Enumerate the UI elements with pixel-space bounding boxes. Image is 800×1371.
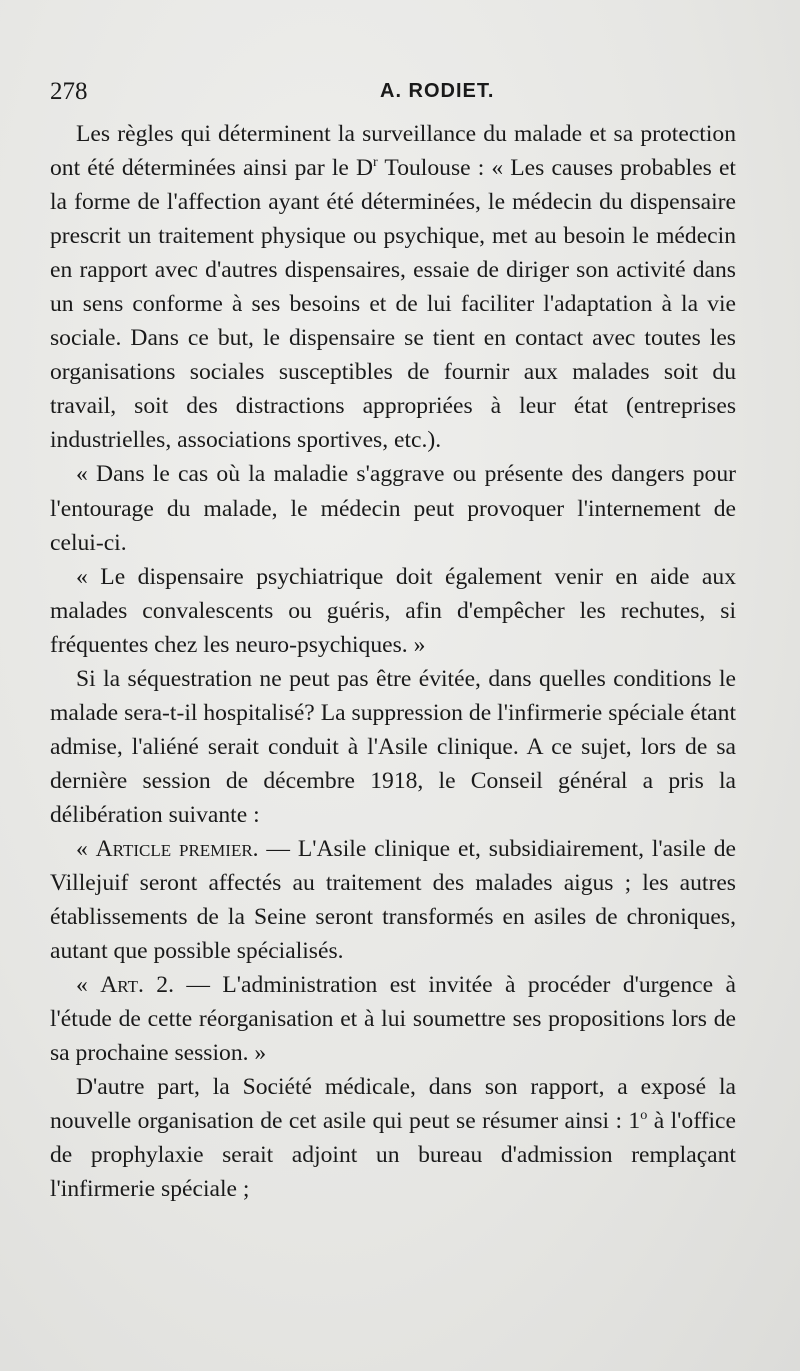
- paragraph-1: Les règles qui déterminent la surveillance du malade et sa protection ont été déterminées ainsi par le $D^r$ Toulouse : « Les causes probables et la forme de l'affection ayant été déterminées, le médecin du dispensaire prescrit un traitement physique ou psychique, met au besoin le médecin en rapport avec d'autres dispensaires, essaie de diriger son activité dans un sens conforme à ses besoins et de lui faciliter l'adaptation à la vie sociale. Dans ce but, le dispensaire se tient en contact avec toutes les organisations sociales susceptibles de fournir aux malades soit du travail, soit des distractions appropriées à leur état (entreprises industrielles, associations sportives, etc.).: [50, 121, 736, 454]
- paragraph-3: « Le dispensaire psychiatrique doit également venir en aide aux malades convalescents ou guéris, afin d'empêcher les rechutes, si fréquentes chez les neuro-psychiques. »: [50, 563, 736, 658]
- running-head: A. RODIET.: [380, 80, 495, 102]
- article-label: Article premier.: [95, 835, 259, 862]
- paragraph-6: « Art. 2. — L'administration est invitée à procéder d'urgence à l'étude de cette réorganisation et à lui soumettre ses propositions lors de sa prochaine session. »: [50, 972, 736, 1067]
- page-header: [50, 78, 740, 114]
- paragraph-5: « Article premier. — L'Asile clinique et, subsidiairement, l'asile de Villejuif seront affectés au traitement des malades aigus ; les autres établissements de la Seine seront transformés en asiles de chroniques, autant que possible spécialisés.: [50, 835, 736, 965]
- article-label: Art. 2.: [100, 972, 174, 999]
- paragraph-7: D'autre part, la Société médicale, dans son rapport, a exposé la nouvelle organisation de cet asile qui peut se résumer ainsi : 1$^o$ à l'office de prophylaxie serait adjoint un bureau d'admission remplaçant l'infirmerie spéciale ;: [50, 1074, 736, 1203]
- paragraph-2: « Dans le cas où la maladie s'aggrave ou présente des dangers pour l'entourage du malade, le médecin peut provoquer l'internement de celui-ci.: [50, 461, 736, 556]
- superscript-r: r: [373, 154, 378, 171]
- paragraph-4: Si la séquestration ne peut pas être évitée, dans quelles conditions le malade sera-t-il hospitalisé? La suppression de l'infirmerie spéciale étant admise, l'aliéné serait conduit à l'Asile clinique. A ce sujet, lors de sa dernière session de décembre 1918, le Conseil général a pris la délibération suivante :: [50, 665, 736, 828]
- page-number: 278: [50, 78, 88, 105]
- superscript-o: o: [640, 1107, 648, 1124]
- body-text: [50, 117, 736, 1207]
